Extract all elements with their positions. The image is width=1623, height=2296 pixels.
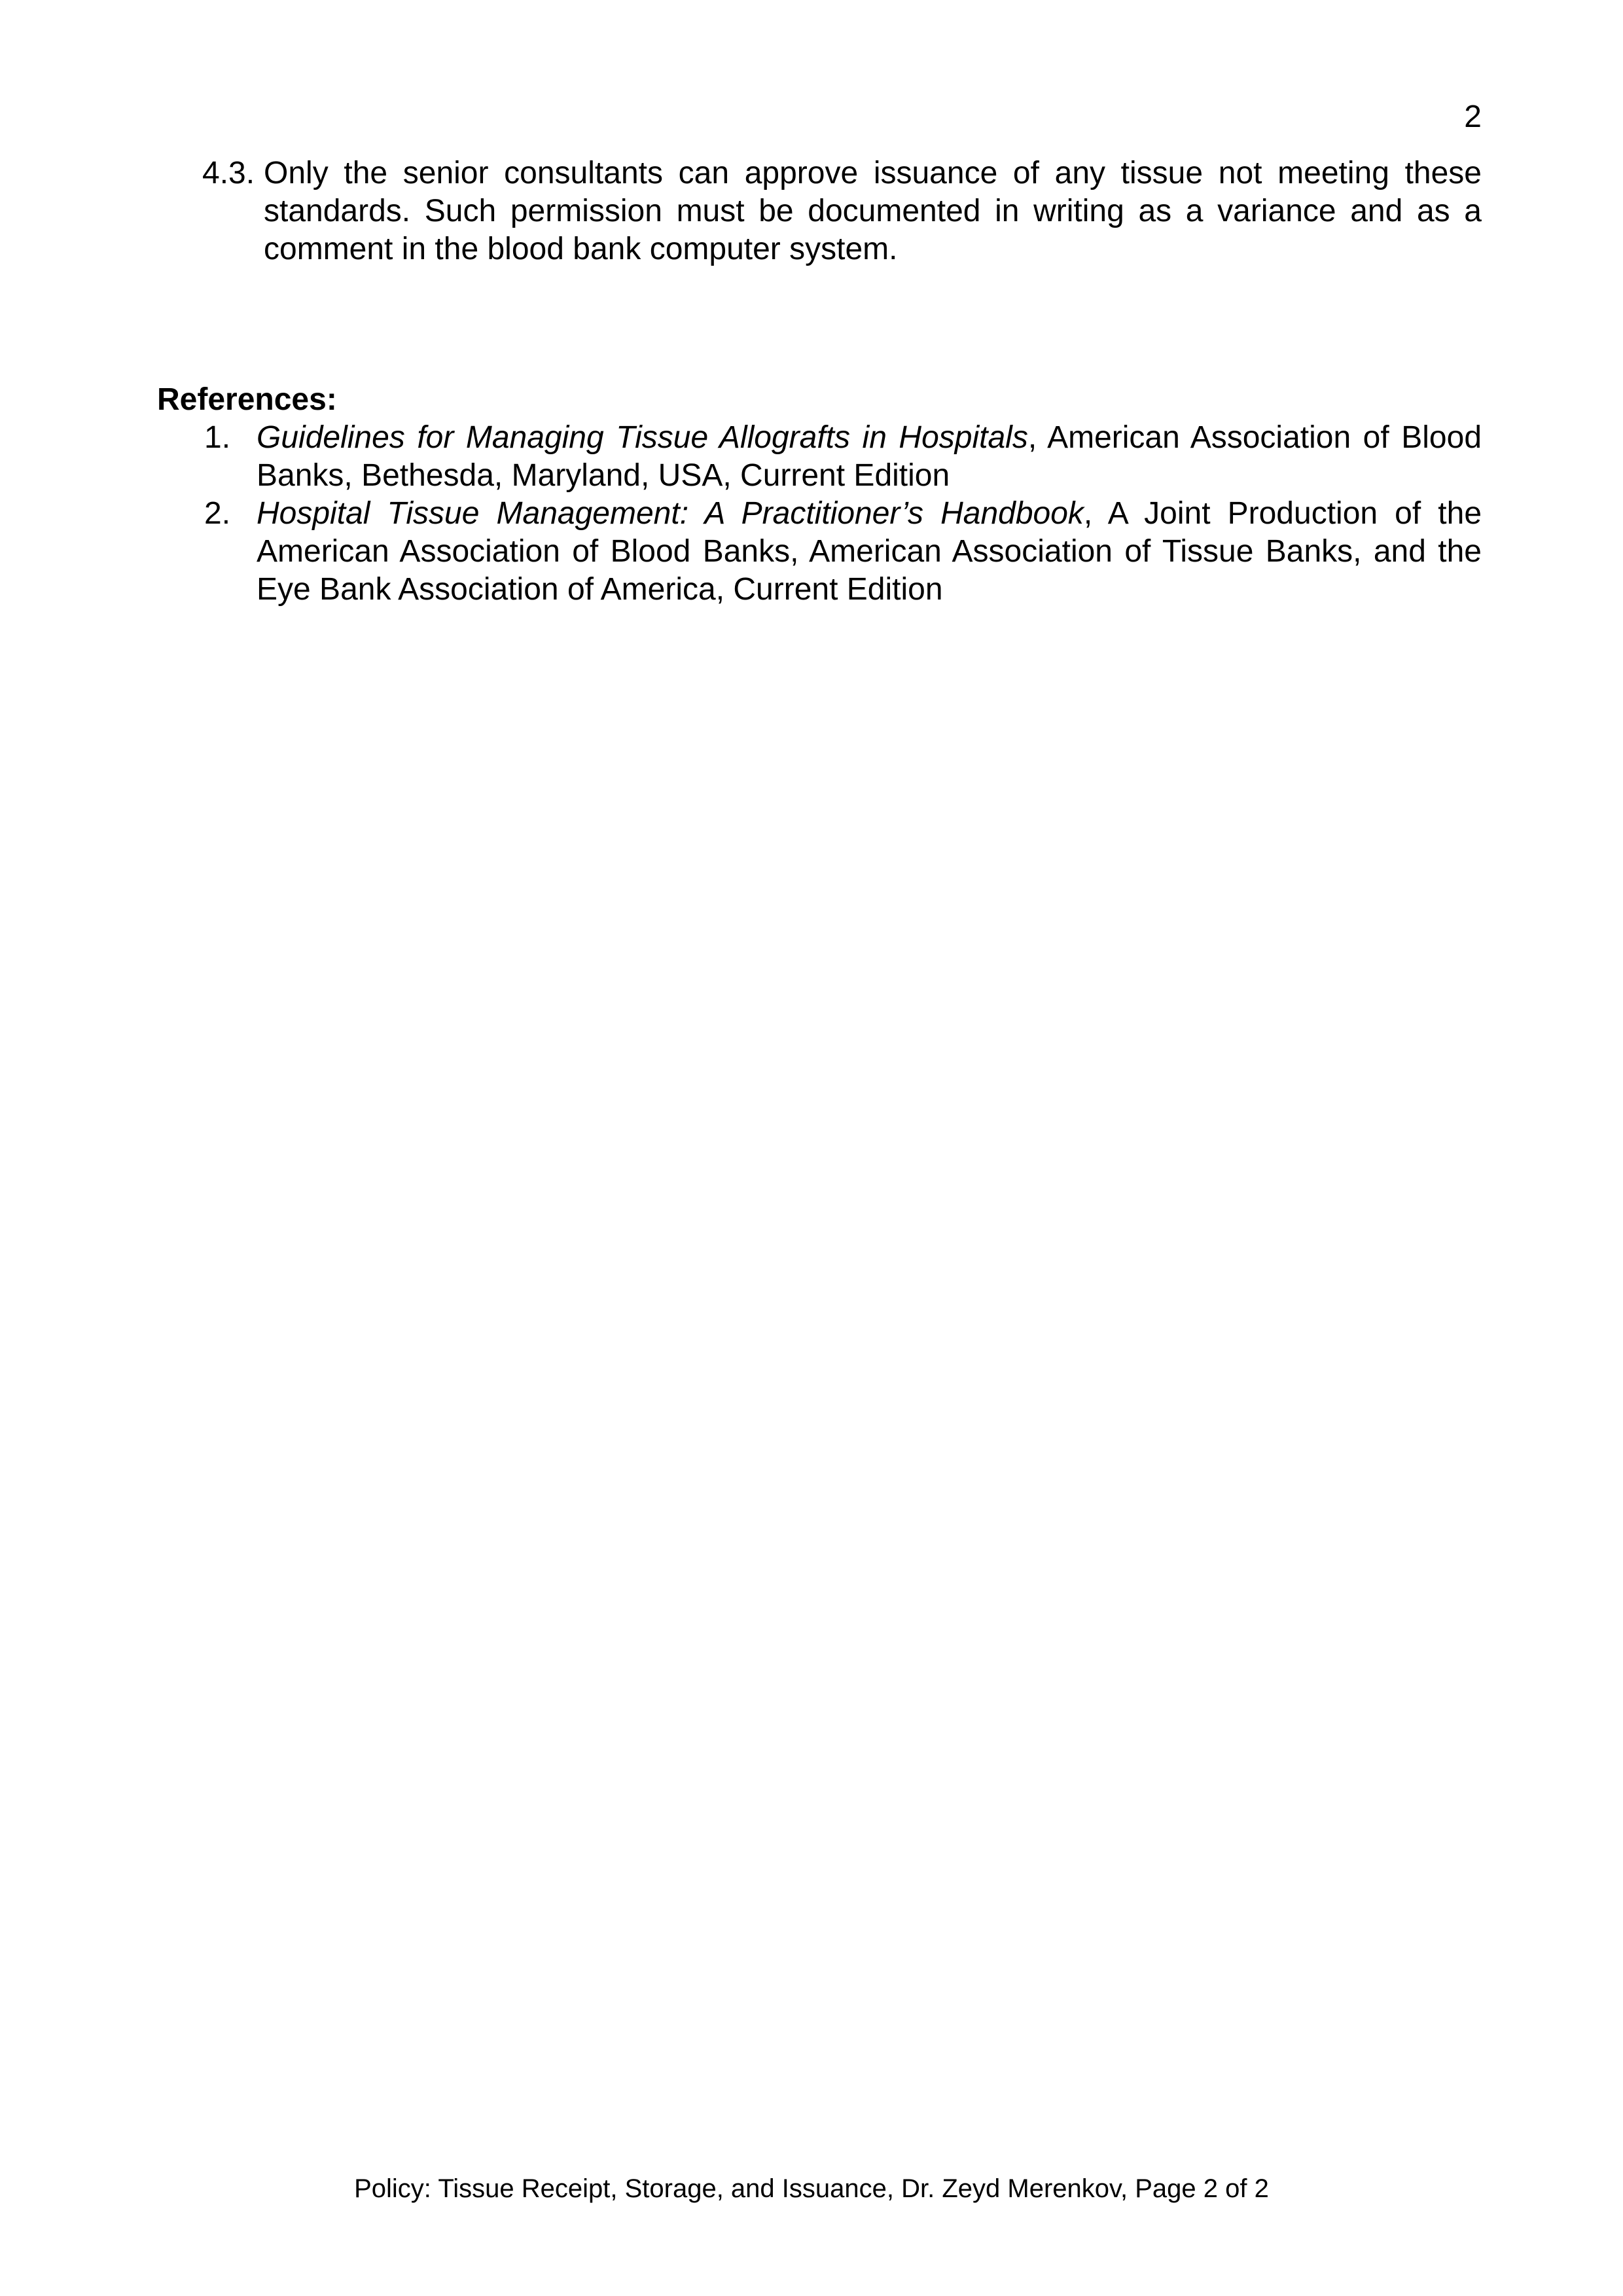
reference-item <box>204 495 1482 609</box>
reference-title: Hospital Tissue Management: A Practitioner’s Handbook <box>257 496 1084 531</box>
references-heading: References: <box>157 382 337 417</box>
reference-number: 1. <box>204 420 231 455</box>
reference-details: , American Association of Blood Banks, Bethesda, Maryland, USA, Current Edition <box>257 420 1482 493</box>
reference-details: , A Joint Production of the American Association of Blood Banks, American Association of Tissue Banks, and the Eye Bank Association of America, Current Edition <box>257 496 1482 607</box>
reference-item <box>204 419 1482 495</box>
item-text: Only the senior consultants can approve issuance of any tissue not meeting these standards. Such permission must be documented in writing as a variance and as a comment in the blood bank computer system. <box>264 156 1482 266</box>
policy-item-4-3 <box>202 154 1482 268</box>
page-number: 2 <box>1464 99 1482 134</box>
page-footer: Policy: Tissue Receipt, Storage, and Issuance, Dr. Zeyd Merenkov, Page 2 of 2 <box>354 2174 1269 2203</box>
reference-title: Guidelines for Managing Tissue Allografts in Hospitals <box>257 420 1028 455</box>
references-list <box>204 419 1482 609</box>
item-number: 4.3. <box>202 156 255 190</box>
reference-number: 2. <box>204 496 231 531</box>
